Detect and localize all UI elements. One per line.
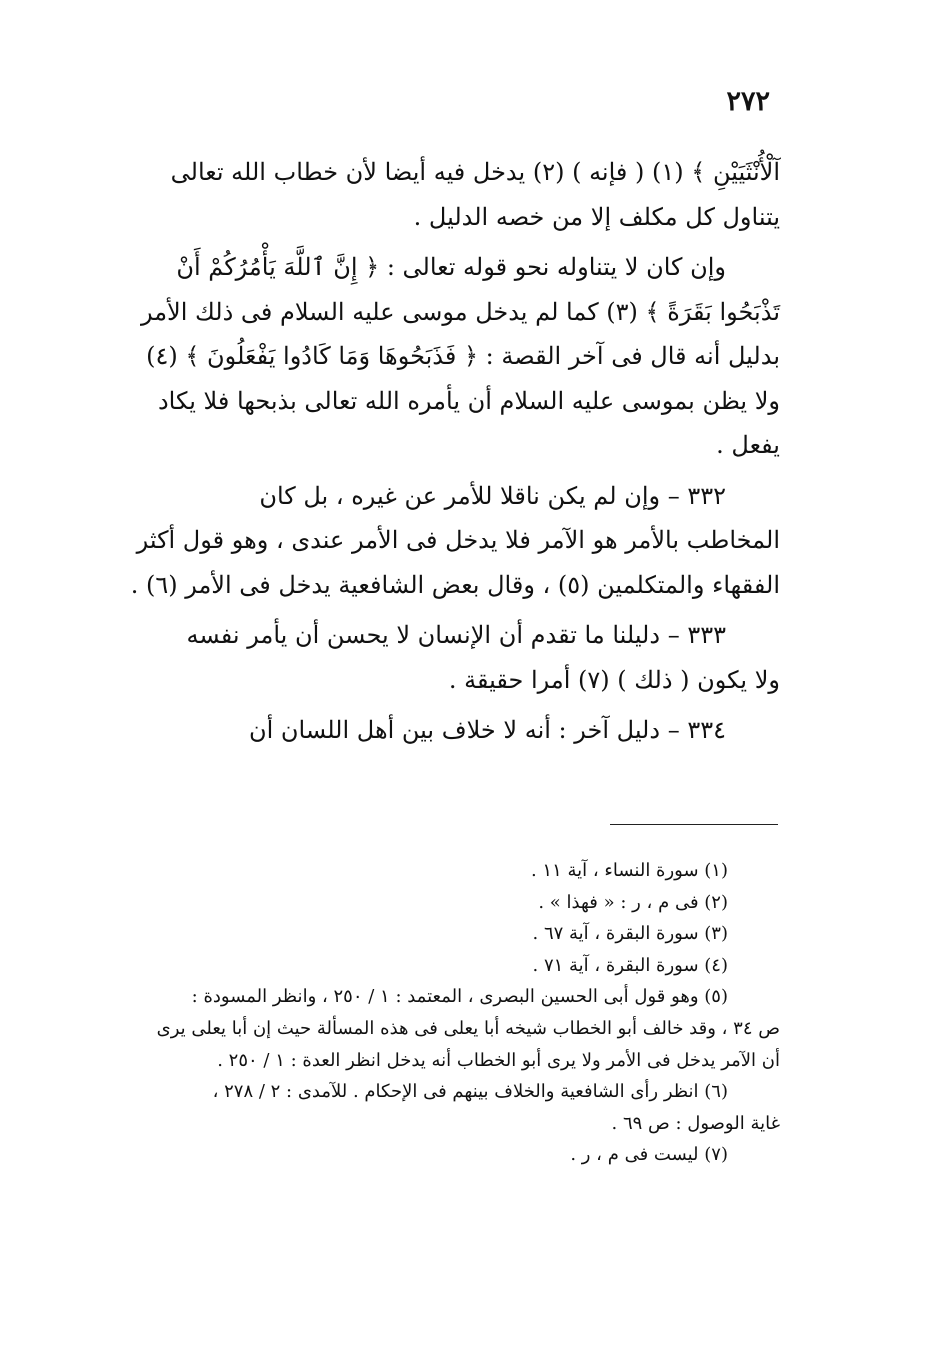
text-line: المخاطب بالأمر هو الآمر فلا يدخل فى الأمر عندى ، وهو قول أكثر (136, 526, 780, 554)
page-number: ٢٧٢ (726, 86, 770, 117)
text-line: آلْأُنْثَيَيْنِ ﴾ (١) ( فإنه ) (٢) يدخل فيه أيضا لأن خطاب الله تعالى (170, 158, 780, 186)
footnotes (130, 855, 780, 1171)
footnote-4: (٤) سورة البقرة ، آية ٧١ . (532, 954, 728, 976)
footnote-5-continuation: ص ٣٤ ، وقد خالف أبو الخطاب شيخه أبا يعلى فى هذه المسألة حيث إن أبا يعلى يرى (156, 1017, 780, 1039)
footnote-separator (610, 824, 778, 825)
text-line: بدليل أنه قال فى آخر القصة : ﴿ فَذَبَحُوهَا وَمَا كَادُوا يَفْعَلُونَ ﴾ (٤) (146, 342, 780, 370)
footnote-7: (٧) ليست فى م ، ر . (570, 1144, 728, 1166)
text-line: يتناول كل مكلف إلا من خصه الدليل . (413, 202, 780, 231)
footnote-1: (١) سورة النساء ، آية ١١ . (530, 860, 728, 881)
footnote-5-continuation: أن الآمر يدخل فى الأمر ولا يرى أبو الخطاب أنه يدخل انظر العدة : ١ / ٢٥٠ . (217, 1049, 780, 1071)
paragraph-333-line: ٣٣٣ – دليلنا ما تقدم أن الإنسان لا يحسن أن يأمر نفسه (186, 621, 726, 649)
footnote-3: (٣) سورة البقرة ، آية ٦٧ . (532, 923, 728, 945)
main-text (130, 150, 780, 753)
text-line: الفقهاء والمتكلمين (٥) ، وقال بعض الشافعية يدخل فى الأمر (٦) . (130, 570, 780, 599)
footnote-6: (٦) انظر رأى الشافعية والخلاف بينهم فى الإحكام . للآمدى : ٢ / ٢٧٨ ، (212, 1081, 728, 1103)
text-line: يفعل . (716, 431, 780, 459)
text-line: تَذْبَحُوا بَقَرَةً ﴾ (٣) كما لم يدخل موسى عليه السلام فى ذلك الأمر (140, 297, 780, 326)
footnote-2: (٢) فى م ، ر : « فهذا » . (538, 891, 728, 913)
footnote-6-continuation: غاية الوصول : ص ٦٩ . (611, 1112, 780, 1134)
paragraph-332-line: ٣٣٢ – وإن لم يكن ناقلا للأمر عن غيره ، بل كان (259, 481, 726, 510)
footnote-5: (٥) وهو قول أبى الحسين البصرى ، المعتمد : ١ / ٢٥٠ ، وانظر المسودة : (191, 986, 728, 1008)
text-line: وإن كان لا يتناوله نحو قوله تعالى : ﴿ إِنَّ ٱللَّهَ يَأْمُرُكُمْ أَنْ (176, 253, 726, 281)
paragraph-334-line: ٣٣٤ – دليل آخر : أنه لا خلاف بين أهل اللسان أن (248, 716, 726, 744)
text-line: ولا يكون ( ذلك ) (٧) أمرا حقيقة . (448, 665, 780, 694)
text-line: ولا يظن بموسى عليه السلام أن يأمره الله تعالى بذبحها فلا يكاد (157, 386, 780, 415)
